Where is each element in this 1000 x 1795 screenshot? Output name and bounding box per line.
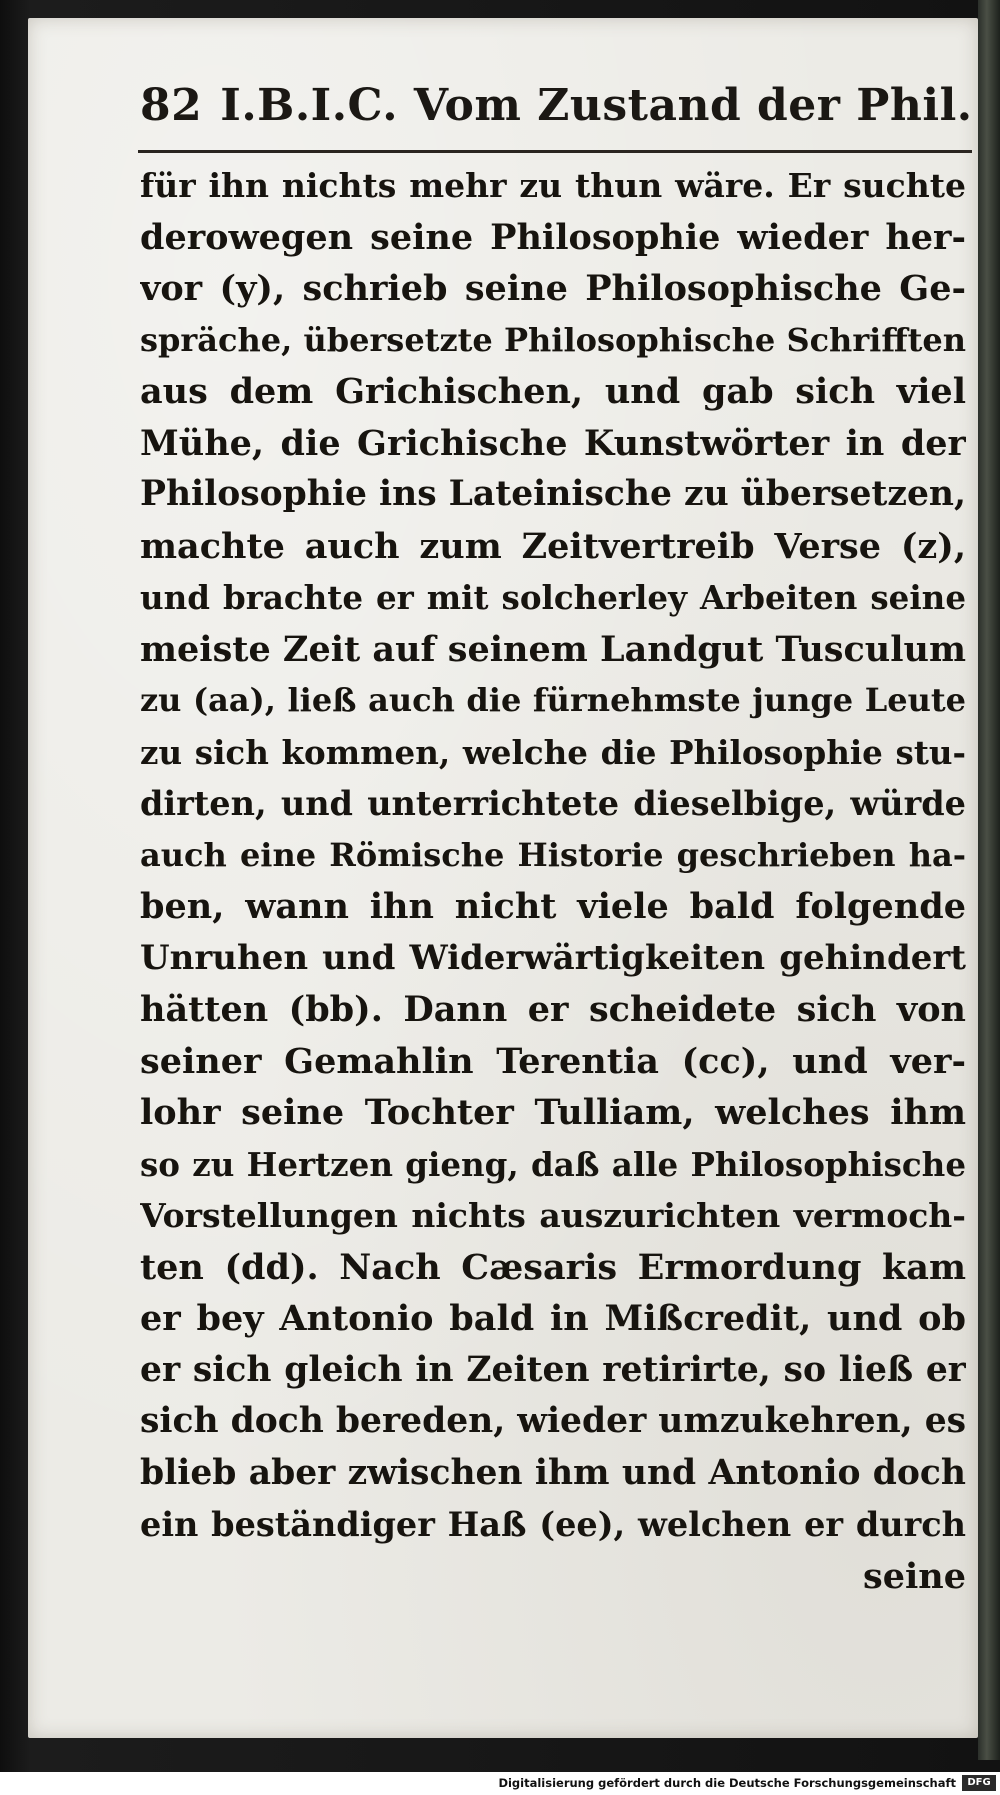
page-number: 82 — [140, 80, 203, 131]
text-line: derowegen seine Philosophie wieder her- — [140, 216, 966, 258]
text-line: ten (dd). Nach Cæsaris Ermordung kam — [140, 1246, 966, 1288]
text-line: hätten (bb). Dann er scheidete sich von — [140, 989, 966, 1030]
text-line: und brachte er mit solcherley Arbeiten seine — [140, 578, 966, 617]
text-line: lohr seine Tochter Tulliam, welches ihm — [140, 1092, 966, 1133]
text-line: für ihn nichts mehr zu thun wäre. Er suchte — [140, 166, 966, 205]
funding-credit: Digitalisierung gefördert durch die Deutsche Forschungsgemeinschaft — [498, 1776, 956, 1790]
text-line: er bey Antonio bald in Mißcredit, und ob — [140, 1298, 966, 1339]
text-line: machte auch zum Zeitvertreib Verse (z), — [140, 525, 966, 567]
text-line: so zu Hertzen gieng, daß alle Philosophische — [140, 1144, 966, 1184]
text-line: Philosophie ins Lateinische zu übersetzen, — [140, 474, 966, 514]
text-line: ben, wann ihn nicht viele bald folgende — [140, 886, 966, 927]
text-line: Unruhen und Widerwärtigkeiten gehindert — [140, 937, 966, 978]
header-rule — [138, 150, 972, 153]
running-header — [140, 80, 973, 150]
text-line: spräche, übersetzte Philosophische Schrifften — [140, 320, 966, 359]
text-line: blieb aber zwischen ihm und Antonio doch — [140, 1452, 966, 1493]
text-line: vor (y), schrieb seine Philosophische Ge- — [140, 268, 966, 309]
text-line: seiner Gemahlin Terentia (cc), und ver- — [140, 1040, 966, 1082]
text-line: Vorstellungen nichts auszurichten vermoch- — [140, 1196, 966, 1235]
text-line: sich doch bereden, wieder umzukehren, es — [140, 1401, 966, 1441]
book-spine-edge — [978, 0, 1000, 1760]
text-line: meiste Zeit auf seinem Landgut Tusculum — [140, 628, 966, 670]
dfg-logo: DFG — [962, 1775, 996, 1791]
text-line: aus dem Grichischen, und gab sich viel — [140, 371, 966, 412]
text-line: dirten, und unterrichtete dieselbige, würde — [140, 784, 966, 823]
text-line: er sich gleich in Zeiten retirirte, so ließ er — [140, 1349, 966, 1390]
text-line: zu sich kommen, welche die Philosophie stu- — [140, 732, 966, 772]
body-text — [140, 160, 966, 1602]
catchword: seine — [863, 1555, 966, 1597]
text-line: auch eine Römische Historie geschrieben ha- — [140, 835, 966, 874]
text-line: zu (aa), ließ auch die fürnehmste junge Leute — [140, 681, 966, 719]
running-title: I.B.I.C. Vom Zustand der Phil. — [220, 80, 973, 131]
text-line: ein beständiger Haß (ee), welchen er durch — [140, 1505, 966, 1544]
text-line: Mühe, die Grichische Kunstwörter in der — [140, 422, 966, 464]
